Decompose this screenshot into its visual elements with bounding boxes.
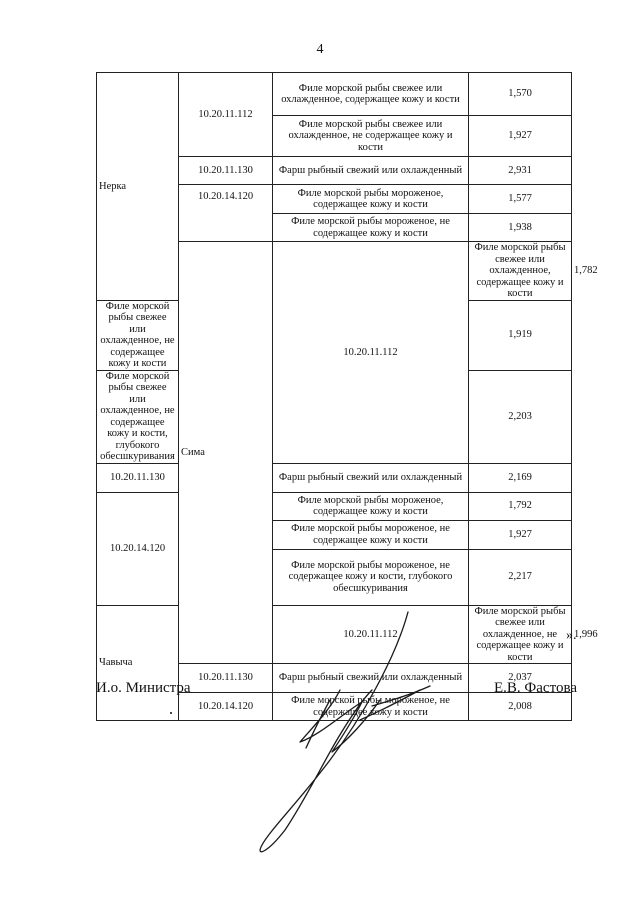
product-cell: Филе морской рыбы мороженое, не содержащее кожу и кости [273, 214, 469, 242]
product-cell: Фарш рыбный свежий или охлажденный [273, 463, 469, 492]
table-row: Сима 10.20.11.112 Филе морской рыбы свежее или охлажденное, содержащее кожу и кости 1,782 [97, 242, 572, 301]
code-cell: 10.20.11.130 [179, 157, 273, 185]
code-cell: 10.20.14.120 [179, 693, 273, 721]
table-row: Чавыча 10.20.11.112 Филе морской рыбы свежее или охлажденное, не содержащее кожу и кости 1,996 [97, 605, 572, 664]
code-cell: 10.20.11.130 [97, 463, 179, 492]
value-cell: 1,938 [469, 214, 572, 242]
product-cell: Филе морской рыбы свежее или охлажденное, не содержащее кожу и кости [97, 300, 179, 370]
code-cell: 10.20.11.112 [273, 242, 469, 464]
product-cell: Фарш рыбный свежий или охлажденный [273, 664, 469, 693]
code-cell: 10.20.14.120 [97, 492, 179, 605]
product-cell: Филе морской рыбы мороженое, не содержащее кожу и кости [273, 693, 469, 721]
signatory-name: Е.В. Фастова [494, 680, 577, 696]
product-cell: Филе морской рыбы свежее или охлажденное, содержащее кожу и кости [273, 73, 469, 116]
closing-quote: ». [566, 628, 577, 643]
norms-table [96, 72, 598, 721]
product-cell: Фарш рыбный свежий или охлажденный [273, 157, 469, 185]
product-cell: Филе морской рыбы мороженое, не содержащее кожу и кости [273, 520, 469, 549]
value-cell: 1,927 [469, 116, 572, 157]
table-row [97, 73, 572, 116]
value-cell: 2,203 [469, 370, 572, 463]
table-row [97, 492, 572, 520]
product-cell: Филе морской рыбы свежее или охлажденное, содержащее кожу и кости [469, 242, 572, 301]
value-cell: 1,577 [469, 185, 572, 214]
value-cell: 2,169 [469, 463, 572, 492]
product-cell: Филе морской рыбы мороженое, содержащее кожу и кости [273, 492, 469, 520]
value-cell: 1,927 [469, 520, 572, 549]
product-cell: Филе морской рыбы свежее или охлажденное, не содержащее кожу и кости, глубокого обесшкуривания [97, 370, 179, 463]
stray-dot [170, 712, 172, 714]
species-cell: Нерка [97, 73, 179, 301]
product-cell: Филе морской рыбы мороженое, содержащее кожу и кости [273, 185, 469, 214]
value-cell: 1,570 [469, 73, 572, 116]
species-cell: Чавыча [97, 605, 179, 721]
page-number: 4 [316, 42, 324, 57]
table-row [97, 463, 572, 492]
value-cell: 2,217 [469, 549, 572, 605]
code-cell: 10.20.14.120 [179, 185, 273, 242]
value-cell: 2,931 [469, 157, 572, 185]
value-cell: 2,008 [469, 693, 572, 721]
product-cell: Филе морской рыбы свежее или охлажденное, не содержащее кожу и кости [273, 116, 469, 157]
value-cell: 2,037 [469, 664, 572, 693]
species-cell: Сима [179, 242, 273, 664]
product-cell: Филе морской рыбы мороженое, не содержащее кожу и кости, глубокого обесшкуривания [273, 549, 469, 605]
code-cell: 10.20.11.130 [179, 664, 273, 693]
value-cell: 1,792 [469, 492, 572, 520]
code-cell: 10.20.11.112 [179, 73, 273, 157]
product-cell: Филе морской рыбы свежее или охлажденное, не содержащее кожу и кости [469, 605, 572, 664]
code-cell: 10.20.11.112 [273, 605, 469, 664]
value-cell: 1,919 [469, 300, 572, 370]
signatory-title: И.о. Министра [96, 680, 191, 696]
